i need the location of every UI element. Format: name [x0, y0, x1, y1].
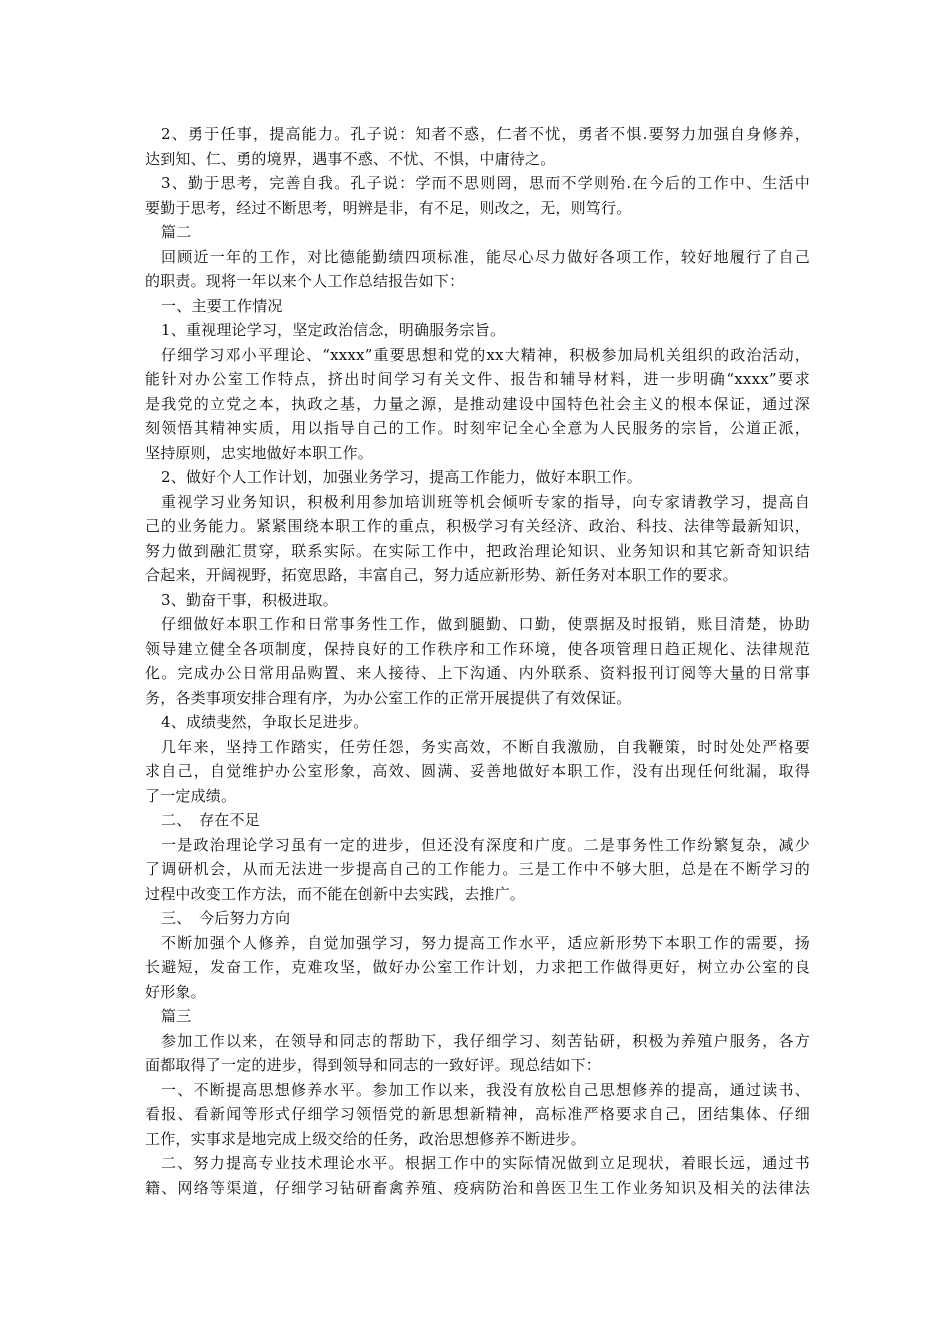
- text-line: 坚持原则，忠实地做好本职工作。: [145, 443, 374, 462]
- text-line: 己的业务能力。紧紧围绕本职工作的重点，积极学习有关经济、政治、科技、法律等最新知识，: [145, 517, 810, 535]
- text-line: 看报、看新闻等形式仔细学习领悟党的新思想新精神，高标准严格要求自己，团结集体、仔细: [145, 1105, 810, 1123]
- text-line: 2、勇于任事，提高能力。孔子说：知者不惑，仁者不忧，勇者不惧.要努力加强自身修养，: [161, 125, 810, 143]
- text-line: 4、成绩斐然，争取长足进步。: [161, 713, 369, 731]
- text-line: 一是政治理论学习虽有一定的进步，但还没有深度和广度。二是事务性工作纷繁复杂，减少: [161, 835, 810, 854]
- text-line: 领导建立健全各项制度，保持良好的工作秩序和工作环境，使各项管理日趋正规化、法律规范: [145, 639, 810, 658]
- text-line: 努力做到融汇贯穿，联系实际。在实际工作中，把政治理论知识、业务知识和其它新奇知识结: [145, 541, 810, 560]
- text-line: 二、努力提高专业技术理论水平。根据工作中的实际情况做到立足现状，着眼长远，通过书: [161, 1154, 810, 1172]
- text-line: 参加工作以来，在领导和同志的帮助下，我仔细学习、刻苦钻研，积极为养殖户服务，各方: [161, 1031, 810, 1050]
- text-line: 工作，实事求是地完成上级交给的任务，政治思想修养不断进步。: [145, 1129, 586, 1148]
- text-line: 仔细做好本职工作和日常事务性工作，做到腿勤、口勤，使票据及时报销，账目清楚，协助: [161, 615, 810, 633]
- text-line: 一、不断提高思想修养水平。参加工作以来，我没有放松自己思想修养的提高，通过读书、: [161, 1080, 810, 1099]
- text-line: 的职责。现将一年以来个人工作总结报告如下：: [145, 272, 465, 290]
- text-line: 3、勤于思考，完善自我。孔子说：学而不思则罔，思而不学则殆.在今后的工作中、生活中: [161, 174, 810, 192]
- text-line: 化。完成办公日常用品购置、来人接待、上下沟通、内外联系、资料报刊订阅等大量的日常事: [145, 664, 810, 682]
- text-line: 了调研机会，从而无法进一步提高自己的工作能力。三是工作中不够大胆，总是在不断学习的: [145, 860, 810, 878]
- text-line: 务，各类事项安排合理有序，为办公室工作的正常开展提供了有效保证。: [145, 688, 632, 707]
- text-line: 面都取得了一定的进步，得到领导和同志的一致好评。现总结如下：: [145, 1056, 602, 1074]
- text-line: 回顾近一年的工作，对比德能勤绩四项标准，能尽心尽力做好各项工作，较好地履行了自己: [161, 247, 810, 266]
- text-line: 好形象。: [145, 982, 206, 1001]
- text-line: 长避短，发奋工作，克难攻坚，做好办公室工作计划，力求把工作做得更好，树立办公室的良: [145, 958, 810, 976]
- text-line: 几年来，坚持工作踏实，任劳任怨，务实高效，不断自我激励，自我鞭策，时时处处严格要: [161, 737, 810, 756]
- text-line: 篇三: [161, 1007, 192, 1025]
- text-line: 能针对办公室工作特点，挤出时间学习有关文件、报告和辅导材料，进一步明确“xxxx”要求: [145, 370, 810, 388]
- text-line: 过程中改变工作方法，而不能在创新中去实践，去推广。: [145, 884, 526, 903]
- text-line: 二、 存在不足: [161, 811, 260, 829]
- text-line: 要勤于思考，经过不断思考，明辨是非，有不足，则改之，无，则笃行。: [145, 198, 632, 217]
- text-line: 了一定成绩。: [145, 786, 237, 805]
- text-line: 求自己，自觉维护办公室形象，高效、圆满、妥善地做好本职工作，没有出现任何纰漏，取得: [145, 762, 810, 780]
- text-line: 不断加强个人修养，自觉加强学习，努力提高工作水平，适应新形势下本职工作的需要，扬: [161, 933, 810, 952]
- text-line: 合起来，开阔视野，拓宽思路，丰富自己，努力适应新形势、新任务对本职工作的要求。: [145, 566, 738, 584]
- text-line: 三、 今后努力方向: [161, 909, 291, 927]
- text-line: 仔细学习邓小平理论、“xxxx”重要思想和党的xx大精神，积极参加局机关组织的政治活动，: [161, 345, 810, 364]
- text-line: 刻领悟其精神实质，用以指导自己的工作。时刻牢记全心全意为人民服务的宗旨，公道正派，: [145, 419, 810, 437]
- text-line: 重视学习业务知识，积极利用参加培训班等机会倾听专家的指导，向专家请教学习，提高自: [161, 492, 810, 511]
- text-line: 1、重视理论学习，坚定政治信念，明确服务宗旨。: [161, 321, 506, 339]
- text-line: 是我党的立党之本，执政之基，力量之源，是推动建设中国特色社会主义的根本保证，通过深: [145, 394, 810, 413]
- text-line: 2、做好个人工作计划，加强业务学习，提高工作能力，做好本职工作。: [161, 468, 642, 486]
- text-line: 籍、网络等渠道，仔细学习钻研畜禽养殖、疫病防治和兽医卫生工作业务知识及相关的法律法: [145, 1178, 810, 1197]
- text-line: 3、勤奋干事，积极进取。: [161, 590, 338, 609]
- text-line: 一、主要工作情况: [161, 296, 283, 315]
- document-body: [145, 122, 810, 1200]
- text-line: 篇二: [161, 223, 192, 241]
- text-line: 达到知、仁、勇的境界，遇事不惑、不忧、不惧，中庸待之。: [145, 149, 556, 168]
